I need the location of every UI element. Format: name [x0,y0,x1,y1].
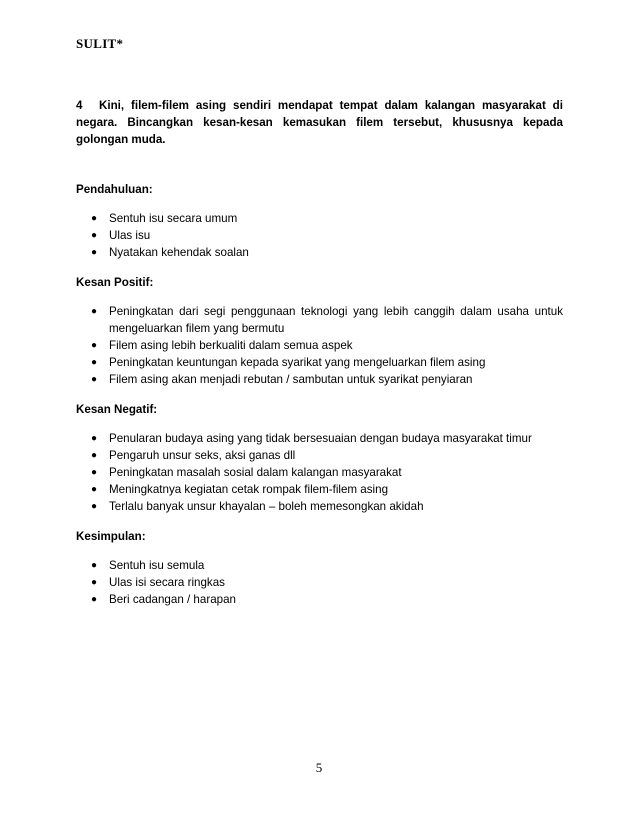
section-heading-negative: Kesan Negatif: [76,403,158,416]
list-item: ● Ulas isi secara ringkas [91,576,225,589]
document-body [76,97,563,608]
section-heading-conclusion: Kesimpulan: [76,530,146,543]
question-body: Kini, filem-filem asing sendiri mendapat tempat dalam kalangan masyarakat di negara. Bincangkan kesan-kesan kemasukan filem tersebut, khususnya kepada golongan muda. [76,99,563,146]
bullet-icon: ● [91,594,98,605]
bullet-icon: ● [91,230,98,241]
list-item: ● Peningkatan dari segi penggunaan teknologi yang lebih canggih dalam usaha untuk mengeluarkan filem yang bermutu [91,305,563,335]
section-heading-positive: Kesan Positif: [76,276,154,289]
section-heading-intro: Pendahuluan: [76,183,153,196]
bullet-icon: ● [91,467,98,478]
bullet-icon: ● [91,213,98,224]
negative-points-list [76,430,563,515]
bullet-icon: ● [91,247,98,258]
conclusion-points-list [76,557,563,608]
question-number: 4 [76,99,83,112]
list-item: ● Meningkatnya kegiatan cetak rompak filem-filem asing [91,483,389,496]
bullet-icon: ● [91,484,98,495]
bullet-icon: ● [91,577,98,588]
list-item: ● Pengaruh unsur seks, aksi ganas dll [91,449,296,462]
page-number: 5 [315,760,323,775]
bullet-icon: ● [91,501,98,512]
list-item: ● Sentuh isu secara umum [91,212,238,225]
list-item: ● Beri cadangan / harapan [91,593,236,606]
intro-points-list [76,210,563,261]
document-header-label: SULIT* [76,36,124,51]
bullet-icon: ● [91,306,98,317]
bullet-icon: ● [91,374,98,385]
bullet-icon: ● [91,357,98,368]
list-item: ● Filem asing lebih berkualiti dalam semua aspek [91,339,353,352]
list-item: ● Terlalu banyak unsur khayalan – boleh memesongkan akidah [91,500,424,513]
bullet-icon: ● [91,560,98,571]
list-item: ● Ulas isu [91,229,151,242]
list-item: ● Sentuh isu semula [91,559,205,572]
bullet-icon: ● [91,450,98,461]
list-item: ● Peningkatan masalah sosial dalam kalangan masyarakat [91,466,402,479]
bullet-icon: ● [91,340,98,351]
list-item: ● Penularan budaya asing yang tidak bersesuaian dengan budaya masyarakat timur [91,432,532,445]
list-item: ● Nyatakan kehendak soalan [91,246,249,259]
positive-points-list [76,303,563,388]
bullet-icon: ● [91,433,98,444]
question-text [76,97,563,148]
list-item: ● Filem asing akan menjadi rebutan / sambutan untuk syarikat penyiaran [91,373,473,386]
list-item: ● Peningkatan keuntungan kepada syarikat yang mengeluarkan filem asing [91,356,486,369]
